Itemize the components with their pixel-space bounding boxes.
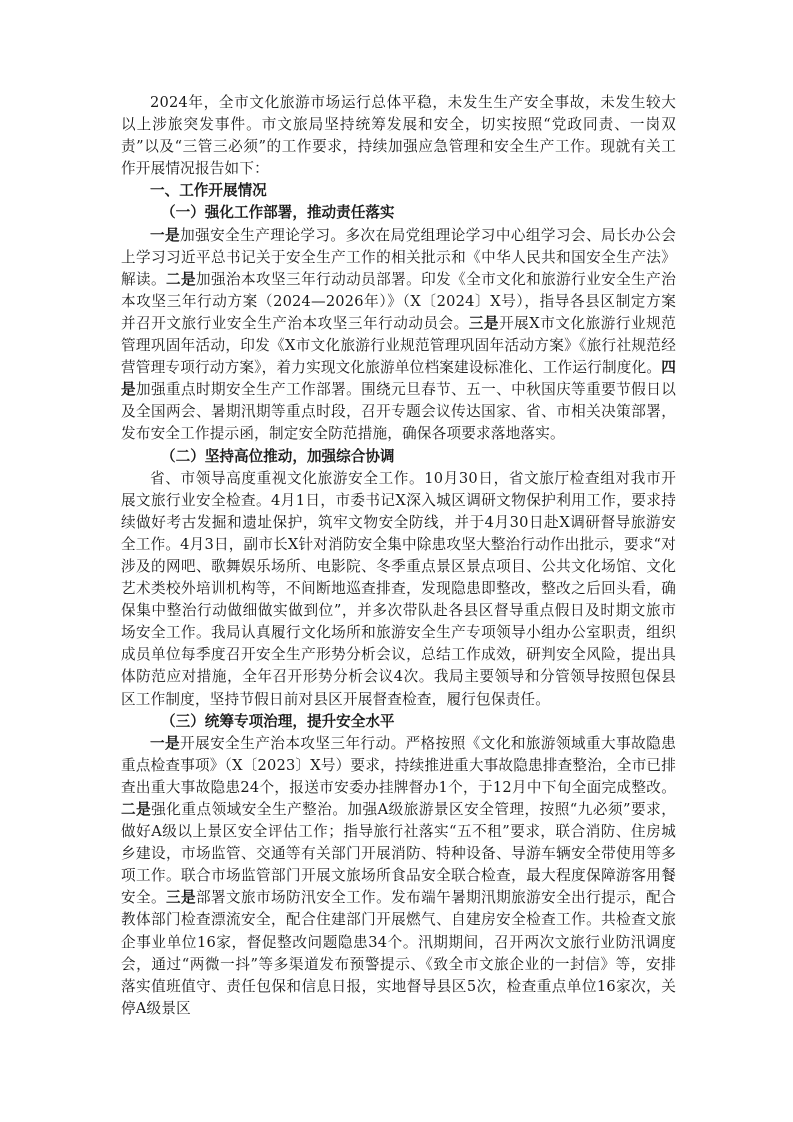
- document-page: [121, 92, 676, 1020]
- subsection-heading-3: （三）统筹专项治理，提升安全水平: [161, 712, 395, 730]
- point-text: 部署文旅市场防汛安全工作。发布端午暑期汛期旅游安全出行提示，配合教体部门检查漂流安全，配合住建部门开展燃气、自建房安全检查工作。共检查文旅企事业单位16家，督促整改问题隐患34个。汛期期间，召开两次文旅行业防汛调度会，通过“两微一抖”等多渠道发布预警提示、《致全市文旅企业的一封信》等，安排落实值班值守、责任包保和信息日报，实地督导县区5次，检查重点单位16家次，关停A级景区: [121, 889, 676, 1017]
- point-lead: 一是: [150, 734, 181, 752]
- point-lead: 二是: [166, 270, 197, 288]
- point-lead: 一是: [150, 226, 181, 244]
- point-text: 开展安全生产治本攻坚三年行动。严格按照《文化和旅游领域重大事故隐患重点检查事项》（X〔2023〕X号）要求，持续推进重大事故隐患排查整治，全市已排查出重大事故隐患24个，报送市安委办挂牌督办1个，于12月中下旬全面完成整改。: [121, 734, 676, 796]
- subsection-3-body: [121, 733, 676, 1020]
- point-lead: 三是: [468, 314, 500, 332]
- subsection-heading-2: （二）坚持高位推动，加强综合协调: [161, 447, 395, 465]
- point-text: 开展X市文化旅游行业规范管理巩固年活动，印发《X市文化旅游行业规范管理巩固年活动方案》《旅行社规范经营管理专项行动方案》，着力实现文化旅游单位档案建设标准化、工作运行制度化。: [121, 314, 676, 377]
- point-text: 加强重点时期安全生产工作部署。围绕元旦春节、五一、中秋国庆等重要节假日以及全国两会、暑期汛期等重点时段，召开专题会议传达国家、省、市相关决策部署，发布安全工作提示函，制定安全防范措施，确保各项要求落地落实。: [121, 381, 676, 443]
- point-text: 加强安全生产理论学习。多次在局党组理论学习中心组学习会、局长办公会上学习习近平总书记关于安全生产工作的相关批示和《中华人民共和国安全生产法》解读。: [121, 226, 676, 288]
- point-lead: 二是: [121, 801, 152, 818]
- subsection-heading-1: （一）强化工作部署，推动责任落实: [161, 204, 395, 222]
- point-text: 强化重点领域安全生产整治。加强A级旅游景区安全管理，按照“九必须”要求，做好A级以上景区安全评估工作；指导旅行社落实“五不租”要求，联合消防、住房城乡建设，市场监管、交通等有关部门开展消防、特种设备、导游车辆安全带使用等多项工作。联合市场监管部门开展文旅场所食品安全联合检查，最大程度保障游客用餐安全。: [121, 801, 676, 907]
- point-lead: 四是: [121, 359, 676, 399]
- point-text: 加强治本攻坚三年行动动员部署。印发《全市文化和旅游行业安全生产治本攻坚三年行动方案（2024—2026年）》（X〔2024〕X号），指导各县区制定方案并召开文旅行业安全生产治本攻坚三年行动动员会。: [121, 270, 676, 332]
- subsection-2-body: 省、市领导高度重视文化旅游安全工作。10月30日，省文旅厅检查组对我市开展文旅行业安全检查。4月1日，市委书记X深入城区调研文物保护利用工作，要求持续做好考古发掘和遗址保护，筑牢文物安全防线，并于4月30日赴X调研督导旅游安全工作。4月3日，副市长X针对消防安全集中除患攻坚大整治行动作出批示，要求“对涉及的网吧、歌舞娱乐场所、电影院、冬季重点景区景点项目、公共文化场馆、文化艺术类校外培训机构等，不间断地巡查排查，发现隐患即整改，整改之后回头看，确保集中整治行动做细做实做到位”，并多次带队赴各县区督导重点假日及时期文旅市场安全工作。我局认真履行文化场所和旅游安全生产专项领导小组办公室职责，组织成员单位每季度召开安全生产形势分析会议，总结工作成效，研判安全风险，提出具体防范应对措施，全年召开形势分析会议4次。我局主要领导和分管领导按照包保县区工作制度，坚持节假日前对县区开展督查检查，履行包保责任。: [121, 469, 677, 708]
- subsection-1-body: [121, 225, 676, 446]
- section-heading: 一、工作开展情况: [150, 182, 267, 200]
- intro-paragraph: 2024年，全市文化旅游市场运行总体平稳，未发生生产安全事故，未发生较大以上涉旅突发事件。市文旅局坚持统筹发展和安全，切实按照“党政同责、一岗双责”以及“三管三必须”的工作要求，持续加强应急管理和安全生产工作。现就有关工作开展情况报告如下：: [121, 94, 676, 178]
- point-lead: 三是: [166, 889, 197, 907]
